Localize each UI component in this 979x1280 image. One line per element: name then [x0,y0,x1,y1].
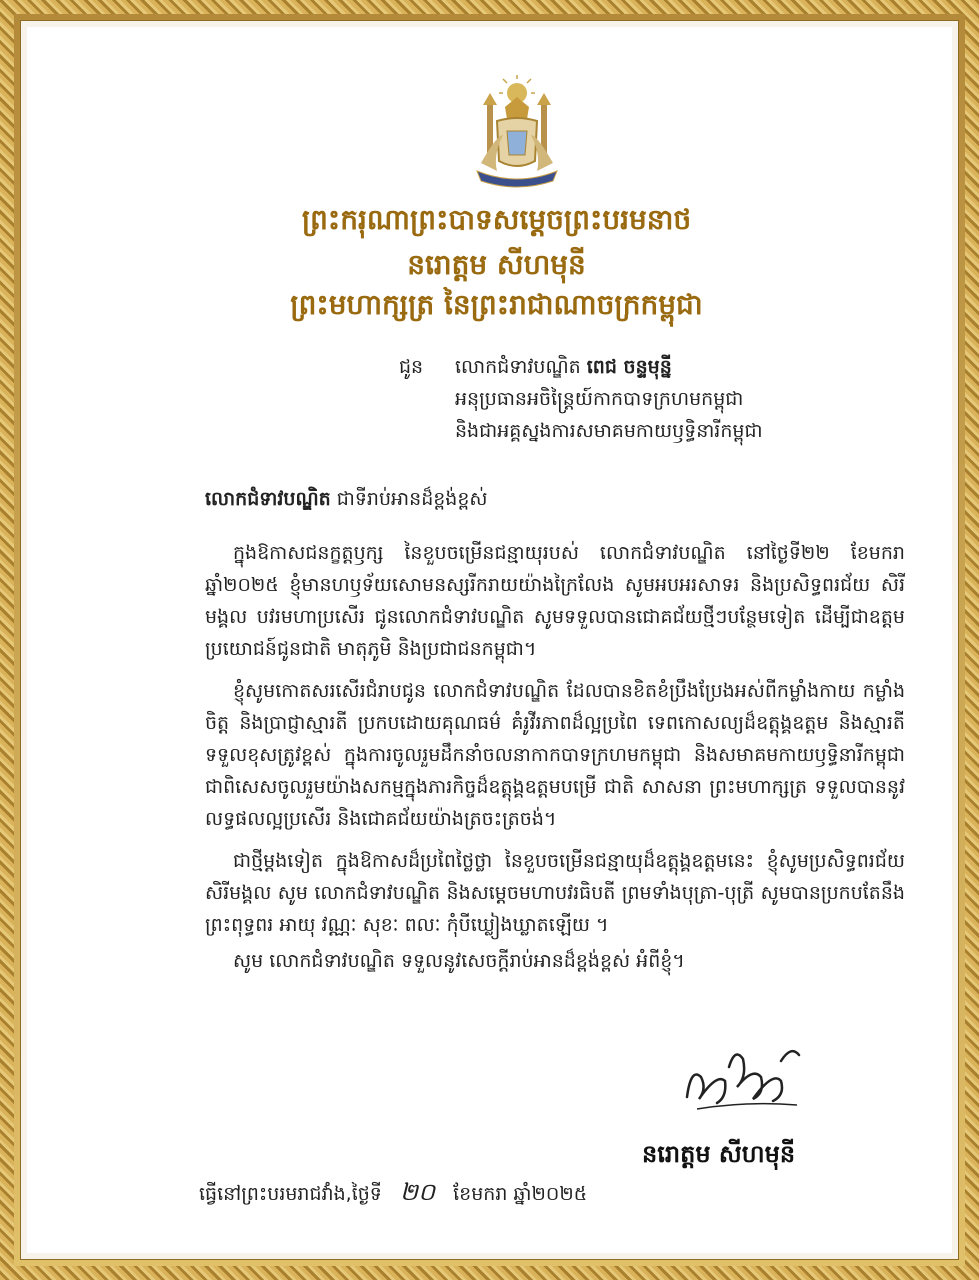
salutation-text: ជាទីរាប់អានដ៏ខ្ពង់ខ្ពស់ [336,488,488,510]
body-paragraph-1: ក្នុងឱកាសជនក្ខត្តឫក្ស នៃខួបចម្រើនជន្មាយុរបស់ លោកជំទាវបណ្ឌិត នៅថ្ងៃទី២២ ខែមករា ឆ្នាំ២០២៥ ខ្ញុំមានហឫទ័យសោមនស្សរីករាយយ៉ាងក្រៃលែង សូមអបអរសាទរ និងប្រសិទ្ធពរជ័យ សិរីមង្គល បវរមហាប្រសើរ ជូនលោកជំទាវបណ្ឌិត សូមទទួលបានជោគជ័យថ្មីៗបន្ថែមទៀត ដើម្បីជាឧត្តមប្រយោជន៍ជូនជាតិ មាតុភូមិ និងប្រជាជនកម្ពុជា។ [205,542,905,660]
dateline-prefix: ធ្វើនៅព្រះបរមរាជវាំង,ថ្ងៃទី [199,1183,382,1205]
recipient-name-line [455,355,672,383]
dateline-suffix: ខែមករា ឆ្នាំ២០២៥ [453,1183,588,1205]
body-paragraph-4: សូម លោកជំទាវបណ្ឌិត ទទួលនូវសេចក្តីរាប់អានដ៏ខ្ពង់ខ្ពស់ អំពីខ្ញុំ។ [233,950,685,972]
recipient-name: ពេជ ចន្ទមុន្នី [586,356,672,378]
royal-coat-of-arms-icon [467,75,567,195]
letter-mat [20,20,959,1260]
title-line-1: ព្រះករុណាព្រះបាទសម្តេចព្រះបរមនាថ [301,203,692,236]
dateline [199,1177,587,1212]
recipient-title-1: អនុប្រធានអចិន្ត្រៃយ៍កាកបាទក្រហមកម្ពុជា [455,388,744,410]
recipient-label: ជូន [399,356,424,378]
letter-paper [27,27,952,1253]
body-paragraph-2: ខ្ញុំសូមកោតសរសើរជំរាបជូន លោកជំទាវបណ្ឌិត ដែលបានខិតខំប្រឹងប្រែងអស់ពីកម្លាំងកាយ កម្លាំងចិត្ត និងប្រាជ្ញាស្មារតី ប្រកបដោយគុណធម៌ គំរូវីរភាពដ៏ល្អប្រពៃ ទេពកោសល្យដ៏ឧត្តុង្គឧត្តម និងស្មារតីទទួលខុសត្រូវខ្ពស់ ក្នុងការចូលរួមដឹកនាំចលនាកាកបាទក្រហមកម្ពុជា និងសមាគមកាយឫទ្ធិនារីកម្ពុជា ជាពិសេសចូលរួមយ៉ាងសកម្មក្នុងភារកិច្ចដ៏ឧត្តុង្គឧត្តមបម្រើ ជាតិ សាសនា ព្រះមហាក្សត្រ ទទួលបាននូវលទ្ធផលល្អប្រសើរ និងជោគជ័យយ៉ាងត្រចះត្រចង់។ [205,680,905,830]
handwritten-signature [677,1037,817,1117]
body-paragraph-3: ជាថ្មីម្តងទៀត ក្នុងឱកាសដ៏ប្រពៃថ្លៃថ្លា នៃខួបចម្រើនជន្មាយុដ៏ឧត្តុង្គឧត្តមនេះ ខ្ញុំសូមប្រសិទ្ធពរជ័យ សិរីមង្គល សូម លោកជំទាវបណ្ឌិត និងសម្តេចមហាបវរធិបតី ព្រមទាំងបុត្រា-បុត្រី សូមបានប្រកបតែនឹងព្រះពុទ្ធពរ អាយុ វណ្ណៈ សុខៈ ពលៈ កុំបីឃ្លៀងឃ្លាតឡើយ ។ [205,850,905,936]
signer-name: នរោត្តម សីហមុនី [642,1139,796,1168]
recipient-title-2: និងជាអគ្គស្នងការសមាគមកាយឫទ្ធិនារីកម្ពុជា [455,420,763,442]
salutation [205,487,488,515]
title-line-2: នរោត្តម សីហមុនី [407,248,586,281]
dateline-day: ២០ [399,1178,436,1206]
title-line-3: ព្រះមហាក្សត្រ នៃព្រះរាជាណាចក្រកម្ពុជា [290,288,703,321]
recipient-name-prefix: លោកជំទាវបណ្ឌិត [455,356,581,378]
salutation-honorific: លោកជំទាវបណ្ឌិត [205,488,331,510]
